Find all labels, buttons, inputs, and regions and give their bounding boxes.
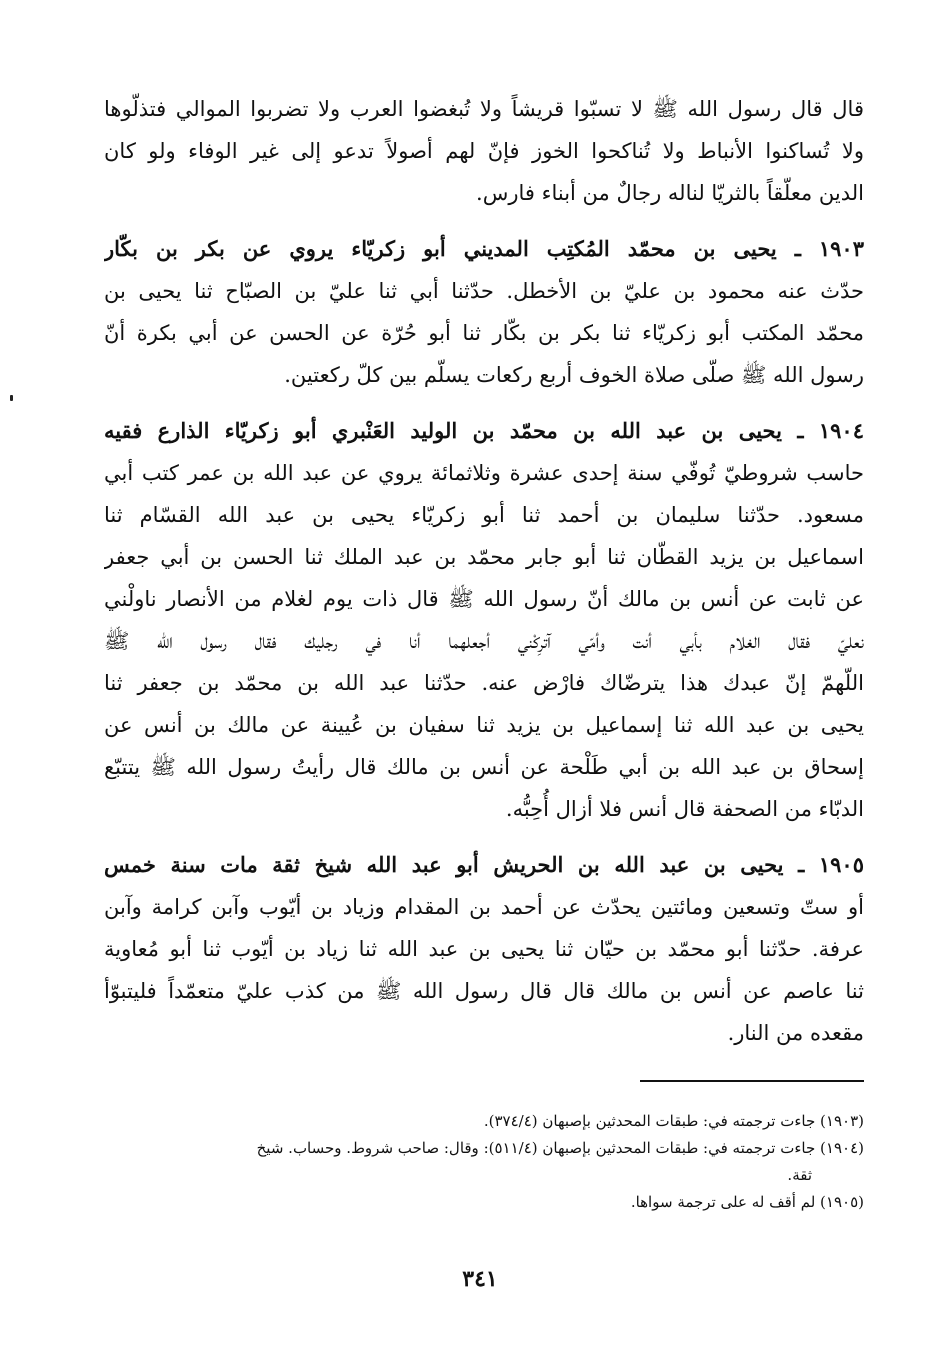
text-line: محمّد المكتب أبو زكريّاء ثنا بكر بن بكّار ثنا أبو حُرّة عن الحسن عن أبي بكرة أنّ (104, 321, 864, 345)
text-line: اللّهمّ إنّ عبدك هذا يترضّاك فارْض عنه. حدّثنا عبد الله بن محمّد بن جعفر ثنا (104, 671, 864, 695)
entry-1904 (104, 410, 864, 830)
main-text (104, 88, 864, 1054)
text-line: حاسب شروطيّ تُوفّي سنة إحدى عشرة وثلاثمائة يروي عن عبد الله بن عمر كتب أبي (104, 461, 864, 485)
text-line: عرفة. حدّثنا أبو محمّد بن حيّان ثنا يحيى بن عبد الله ثنا زياد بن أيّوب ثنا أبو مُعاوية (104, 937, 864, 961)
page-number: ٣٤١ (462, 1266, 498, 1292)
text-line: الدين معلّقاً بالثريّا لناله رجالٌ من أبناء فارس. (476, 181, 864, 205)
text-line: أو ستّ وتسعين ومائتين يحدّث عن أحمد بن المقدام وزياد بن أيّوب وآبن كرامة وآبن (104, 895, 864, 919)
scan-speck (10, 395, 13, 401)
text-line: ولا تُساكنوا الأنباط ولا تُناكحوا الخوز فإنّ لهم أصولاً تدعو إلى غير الوفاء ولو كان (104, 139, 864, 163)
entry-1903 (104, 228, 864, 396)
footnote-1905: (١٩٠٥) لم أقف له على ترجمة سواها. (630, 1193, 864, 1211)
text-line: يحيى بن عبد الله ثنا إسماعيل بن يزيد ثنا سفيان بن عُيينة عن مالك بن أنس عن (104, 713, 864, 737)
text-line: قال قال رسول الله ﷺ لا تسبّوا قريشاً ولا تُبغضوا العرب ولا تضربوا الموالي فتذلّوها (104, 97, 864, 121)
text-line: نعليّ فقال الغلام بأبي أنت وأمّي آترِكْني أجعلهما أنا في رجليك فقال رسول الله ﷺ (104, 629, 864, 653)
text-line: حدّث عنه محمود بن عليّ بن الأخطل. حدّثنا أبي ثنا عليّ بن الصبّاح ثنا يحيى بن (104, 279, 864, 303)
entry-1905 (104, 844, 864, 1054)
text-line: مسعود. حدّثنا سليمان بن أحمد ثنا أبو زكريّاء يحيى بن عبد الله القسّام ثنا (104, 503, 864, 527)
text-line: اسماعيل بن يزيد القطّان ثنا أبو جابر محمّد بن عبد الملك ثنا الحسن بن أبي جعفر (104, 545, 864, 569)
entry-heading: ١٩٠٥ ـ يحيى بن عبد الله بن الحريش أبو عبد الله شيخ ثقة مات سنة خمس (104, 852, 864, 877)
footnote-separator (640, 1080, 864, 1082)
footnotes (104, 1108, 864, 1216)
text-line: مقعده من النار. (727, 1021, 864, 1045)
entry-heading: ١٩٠٣ ـ يحيى بن محمّد المُكتِب المديني أبو زكريّاء يروي عن بكر بن بكّار (104, 236, 864, 261)
text-line: رسول الله ﷺ صلّى صلاة الخوف أربع ركعات يسلّم بين كلّ ركعتين. (284, 363, 864, 387)
intro-paragraph (104, 88, 864, 214)
text-line: الدبّاء من الصحفة قال أنس فلا أزال أُحِبُّه. (505, 797, 864, 821)
text-line: إسحاق بن عبد الله بن أبي طَلْحة عن أنس بن مالك قال رأيتُ رسول الله ﷺ يتتبّع (104, 755, 864, 779)
footnote-1903: (١٩٠٣) جاءت ترجمته في: طبقات المحدثين بإصبهان (٣٧٤/٤). (483, 1112, 864, 1130)
text-line: ثنا عاصم عن أنس بن مالك قال قال رسول الله ﷺ من كذب عليّ متعمّداً فليتبوّأ (104, 979, 864, 1003)
text-line: عن ثابت عن أنس بن مالك أنّ رسول الله ﷺ قال ذات يوم لغلام من الأنصار ناولْني (104, 587, 864, 611)
footnote-1904-continuation: ثقة. (787, 1166, 812, 1184)
entry-heading: ١٩٠٤ ـ يحيى بن عبد الله بن محمّد بن الوليد العَنْبري أبو زكريّاء الذارع فقيه (104, 418, 864, 443)
footnote-1904: (١٩٠٤) جاءت ترجمته في: طبقات المحدثين بإصبهان (٥١١/٤): وقال: صاحب شروط. وحساب. شيخ (256, 1139, 864, 1157)
